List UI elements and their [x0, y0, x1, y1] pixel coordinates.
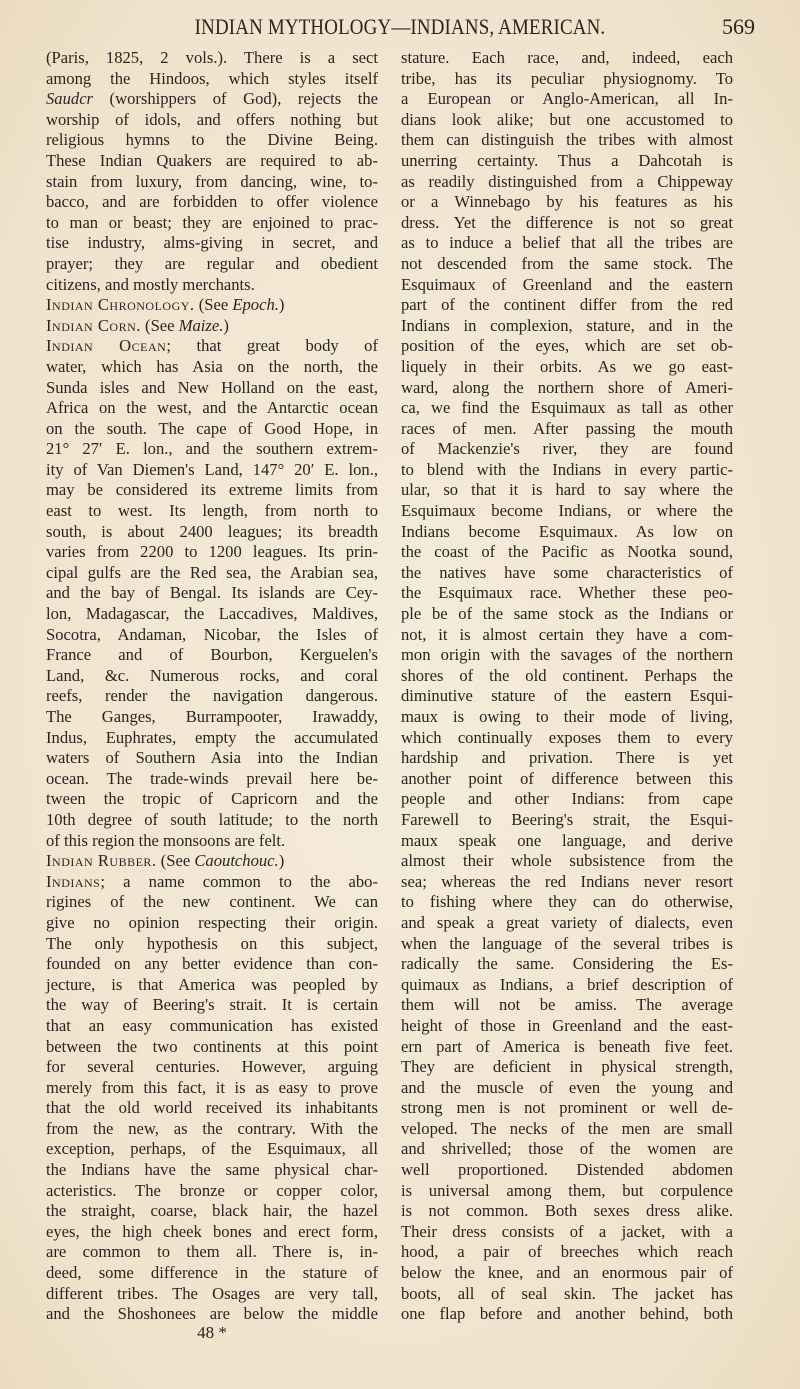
italic-reference: Caoutchouc. — [194, 851, 279, 871]
text-line: The only hypothesis on this subject, — [46, 933, 378, 953]
text-line: and speak a great variety of dialects, even — [401, 912, 733, 932]
left-column — [46, 48, 378, 1325]
text-line: to man or beast; they are enjoined to prac- — [46, 212, 378, 232]
text-line — [46, 872, 378, 893]
text-line: boots, all of seal skin. The jacket has — [401, 1283, 733, 1303]
text-line: These Indian Quakers are required to ab- — [46, 150, 378, 170]
text-segment: (worshippers of God), rejects the — [93, 89, 378, 109]
text-segment: (See — [194, 295, 233, 315]
text-line: maux speak one language, and derive — [401, 830, 733, 850]
text-segment: ; a name common to the abo- — [100, 871, 378, 891]
text-line: ca, we find the Esquimaux as tall as other — [401, 398, 733, 418]
entry-heading: Indian Ocean — [46, 336, 167, 356]
text-line: shores of the old continent. Perhaps the — [401, 665, 733, 685]
text-line: well proportioned. Distended abdomen — [401, 1160, 733, 1180]
text-line: worship of idols, and offers nothing but — [46, 109, 378, 129]
text-line: sea; whereas the red Indians never resort — [401, 871, 733, 891]
text-line: cipal gulfs are the Red sea, the Arabian sea, — [46, 562, 378, 582]
text-line: almost their whole subsistence from the — [401, 851, 733, 871]
text-line: ular, so that it is hard to say where the — [401, 480, 733, 500]
text-line: on the south. The cape of Good Hope, in — [46, 418, 378, 438]
text-line: ward, along the northern shore of Ameri- — [401, 377, 733, 397]
text-line: hardship and privation. There is yet — [401, 748, 733, 768]
text-line: diminutive stature of the eastern Esqui- — [401, 686, 733, 706]
text-line: (Paris, 1825, 2 vols.). There is a sect — [46, 48, 378, 67]
text-line: of this region the monsoons are felt. — [46, 830, 286, 850]
text-line — [46, 851, 378, 872]
text-line: is not common. Both sexes dress alike. — [401, 1201, 733, 1221]
text-line: varies from 2200 to 1200 leagues. Its prin- — [46, 542, 378, 562]
text-line: and the bay of Bengal. Its islands are Cey- — [46, 583, 378, 603]
text-line: veloped. The necks of the men are small — [401, 1118, 733, 1138]
text-line — [46, 336, 378, 357]
text-line: deed, some difference in the stature of — [46, 1263, 378, 1283]
text-line: The Ganges, Burrampooter, Irawaddy, — [46, 707, 378, 726]
text-line: Land, &c. Numerous rocks, and coral — [46, 665, 378, 685]
text-line: rigines of the new continent. We can — [46, 892, 378, 912]
entry-heading: Indian Rubber. — [46, 851, 157, 871]
italic-reference: Saudcr — [46, 89, 94, 109]
text-line — [46, 295, 378, 316]
running-header: INDIAN MYTHOLOGY—INDIANS, AMERICAN. — [194, 14, 606, 39]
text-line: Their dress consists of a jacket, with a — [401, 1221, 733, 1241]
text-line: 10th degree of south latitude; to the north — [46, 809, 378, 829]
text-line: height of those in Greenland and the east- — [401, 1015, 733, 1035]
text-line: Esquimaux become Indians, or where the — [401, 501, 733, 521]
text-line: dress. Yet the difference is not so great — [401, 212, 733, 232]
text-line: races of men. After passing the mouth — [401, 418, 733, 438]
italic-reference: Epoch. — [232, 295, 279, 315]
text-line: them can distinguish the tribes with almost — [401, 130, 733, 150]
text-line: below the knee, and an enormous pair of — [401, 1263, 733, 1283]
text-line: Africa on the west, and the Antarctic ocean — [46, 398, 378, 418]
text-line: and the muscle of even the young and — [401, 1077, 733, 1097]
text-line: mon origin with the savages of the northern — [401, 645, 733, 665]
text-line: merely from this fact, it is as easy to prove — [46, 1077, 378, 1097]
text-line: tween the tropic of Capricorn and the — [46, 789, 378, 809]
text-line: ern part of America is beneath five feet. — [401, 1036, 733, 1056]
text-line: eyes, the high cheek bones and erect form, — [46, 1221, 378, 1241]
text-line: from the new, as the contrary. With the — [46, 1118, 378, 1138]
text-line: is universal among them, but corpulence — [401, 1180, 733, 1200]
text-line: They are deficient in physical strength, — [401, 1057, 733, 1077]
text-line: religious hymns to the Divine Being. — [46, 130, 378, 150]
text-line: tribe, has its peculiar physiognomy. To — [401, 68, 733, 88]
text-line: south, is about 2400 leagues; its breadth — [46, 521, 378, 541]
text-line: maux is owing to their mode of living, — [401, 707, 733, 726]
entry-heading: Indian Chronology. — [46, 295, 195, 315]
text-line: as to induce a belief that all the tribes are — [401, 233, 733, 253]
signature-mark: 48 * — [197, 1323, 227, 1342]
text-line: France and of Bourbon, Kerguelen's — [46, 645, 378, 665]
text-line: tise industry, alms-giving in secret, and — [46, 233, 378, 253]
text-line: waters of Southern Asia into the Indian — [46, 748, 378, 768]
text-line: lon, Madagascar, the Laccadives, Maldives, — [46, 604, 378, 624]
text-segment: ; that great body of — [166, 336, 379, 356]
text-line: the straight, coarse, black hair, the hazel — [46, 1201, 378, 1221]
text-line: strong men is not prominent or well de- — [401, 1098, 733, 1118]
text-line: people and other Indians: from cape — [401, 789, 733, 809]
text-line: radically the same. Considering the Es- — [401, 954, 733, 974]
text-line: Indus, Euphrates, empty the accumulated — [46, 727, 378, 747]
text-line: for several centuries. However, arguing — [46, 1057, 378, 1077]
text-line: founded on any better evidence than con- — [46, 954, 378, 974]
text-line: are common to them all. There is, in- — [46, 1242, 378, 1262]
text-line: the natives have some characteristics of — [401, 562, 733, 582]
text-line: reefs, render the navigation dangerous. — [46, 686, 378, 706]
text-line: ple be of the same stock as the Indians or — [401, 604, 733, 624]
text-line: which continually exposes them to every — [401, 727, 733, 747]
text-line: Esquimaux of Greenland and the eastern — [401, 274, 733, 294]
text-line: Socotra, Andaman, Nicobar, the Isles of — [46, 624, 378, 644]
text-line: prayer; they are regular and obedient — [46, 253, 378, 273]
text-line: different tribes. The Osages are very tall, — [46, 1283, 378, 1303]
text-line: acteristics. The bronze or copper color, — [46, 1180, 378, 1200]
text-line: the coast of the Pacific as Nootka sound, — [401, 542, 733, 562]
text-line: citizens, and mostly merchants. — [46, 274, 255, 294]
text-line: and shrivelled; those of the women are — [401, 1139, 733, 1159]
text-line: when the language of the several tribes is — [401, 933, 733, 953]
right-column — [401, 48, 733, 1325]
entry-heading: Indian Corn. — [46, 315, 141, 335]
text-line: Sunda isles and New Holland on the east, — [46, 377, 378, 397]
text-line: the Indians have the same physical char- — [46, 1160, 378, 1180]
text-line: unerring certainty. Thus a Dahcotah is — [401, 150, 733, 170]
text-line: the Esquimaux race. Whether these peo- — [401, 583, 733, 603]
text-line: may be considered its extreme limits from — [46, 480, 378, 500]
text-line: give no opinion respecting their origin. — [46, 912, 378, 932]
text-line: not, it is almost certain they have a com- — [401, 624, 733, 644]
text-line: that the old world received its inhabitants — [46, 1098, 378, 1118]
text-line: position of the eyes, which are set ob- — [401, 336, 733, 356]
text-line: dians look alike; but one accustomed to — [401, 109, 733, 129]
page-number: 569 — [722, 14, 755, 39]
text-line: hood, a pair of breeches which reach — [401, 1242, 733, 1262]
text-line: jecture, is that America was peopled by — [46, 974, 378, 994]
text-line: ocean. The trade-winds prevail here be- — [46, 768, 378, 788]
text-line: water, which has Asia on the north, the — [46, 356, 378, 376]
text-line: not descended from the same stock. The — [401, 253, 733, 273]
text-line: stain from luxury, from dancing, wine, to- — [46, 171, 378, 191]
text-line: of Mackenzie's river, they are found — [401, 439, 733, 459]
text-line: liquely in their orbits. As we go east- — [401, 356, 733, 376]
text-line: stature. Each race, and, indeed, each — [401, 48, 733, 67]
text-line: east to west. Its length, from north to — [46, 501, 378, 521]
text-segment: (See — [140, 315, 179, 335]
text-line: or a Winnebago by his features as his — [401, 192, 733, 212]
text-line: to blend with the Indians in every partic- — [401, 459, 733, 479]
text-line: a European or Anglo-American, all In- — [401, 89, 733, 109]
text-line — [46, 89, 378, 110]
text-line: ity of Van Diemen's Land, 147° 20′ E. lon., — [46, 459, 378, 479]
text-line: Indians in complexion, stature, and in the — [401, 315, 733, 335]
text-line: between the two continents at this point — [46, 1036, 378, 1056]
text-line: to fishing where they can do otherwise, — [401, 892, 733, 912]
text-line: Farewell to Beering's strait, the Esqui- — [401, 809, 733, 829]
text-line — [46, 316, 378, 337]
text-line: the way of Beering's strait. It is certain — [46, 995, 378, 1015]
text-segment: ) — [278, 295, 285, 315]
text-line: among the Hindoos, which styles itself — [46, 68, 378, 88]
text-segment: (See — [156, 851, 195, 871]
entry-heading: Indians — [46, 871, 101, 891]
text-line: another point of difference between this — [401, 768, 733, 788]
italic-reference: Maize. — [178, 315, 224, 335]
text-line: and the Shoshonees are below the middle — [46, 1304, 378, 1324]
text-segment: ) — [278, 851, 285, 871]
text-segment: ) — [223, 315, 229, 335]
text-line: them will not be amiss. The average — [401, 995, 733, 1015]
text-line: 21° 27′ E. lon., and the southern extrem- — [46, 439, 378, 459]
text-line: part of the continent differ from the red — [401, 295, 733, 315]
text-line: one flap before and another behind, both — [401, 1304, 733, 1324]
text-line: quimaux as Indians, a brief description of — [401, 974, 733, 994]
text-line: bacco, and are forbidden to offer violence — [46, 192, 378, 212]
text-line: as readily distinguished from a Chippeway — [401, 171, 733, 191]
text-line: Indians become Esquimaux. As low on — [401, 521, 733, 541]
text-line: exception, perhaps, of the Esquimaux, all — [46, 1139, 378, 1159]
text-line: that an easy communication has existed — [46, 1015, 378, 1035]
